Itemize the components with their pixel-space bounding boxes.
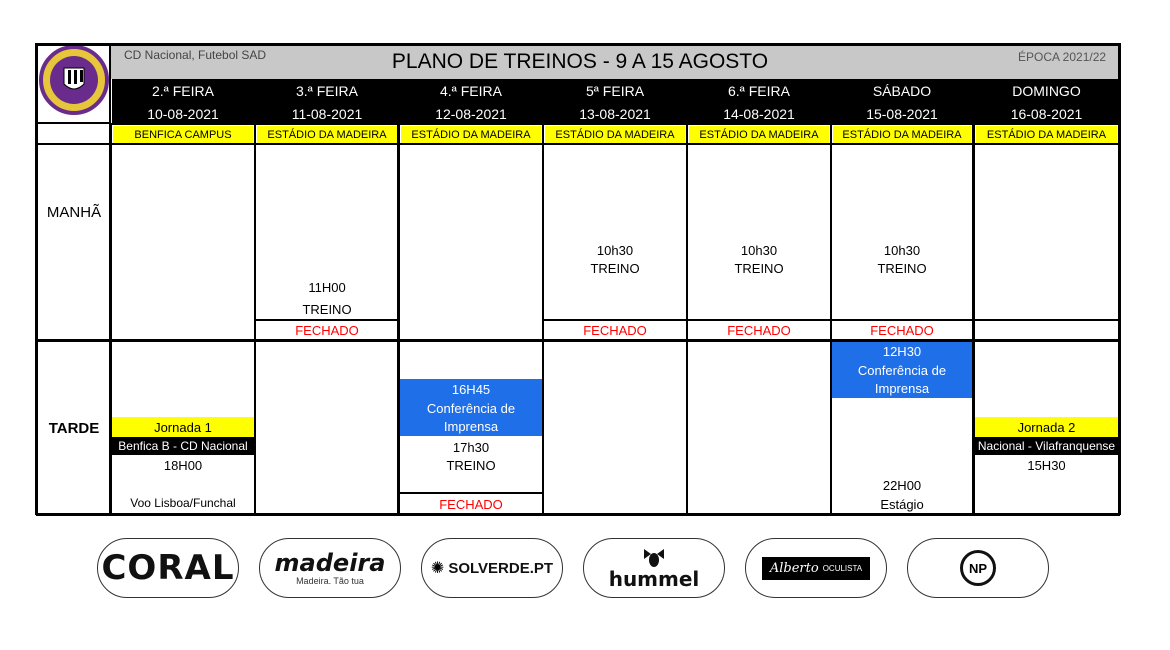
day-venue-1: ESTÁDIO DA MADEIRA	[257, 126, 397, 143]
morning-thu-activity: TREINO	[590, 260, 640, 276]
day-date-4: 14-08-2021	[723, 106, 795, 122]
day-name-5: SÁBADO	[872, 83, 932, 99]
day-venue-2: ESTÁDIO DA MADEIRA	[401, 126, 541, 143]
status-line-morning-3	[975, 319, 1119, 321]
sponsor-alberto	[745, 538, 887, 598]
day-date-6: 16-08-2021	[1010, 106, 1083, 122]
sponsor-solverde-text: SOLVERDE.PT	[448, 559, 554, 577]
sponsor-np	[907, 538, 1049, 598]
day-name-6: DOMINGO	[1012, 83, 1081, 99]
morning-thu-time: 10h30	[596, 242, 634, 258]
sponsor-madeira	[259, 538, 401, 598]
sponsor-coral-text: CORAL	[101, 548, 235, 588]
afternoon-wed-press-line2: Imprensa	[443, 419, 499, 434]
club-name: CD Nacional, Futebol SAD	[124, 48, 267, 62]
afternoon-sat-press-time: 12H30	[882, 344, 922, 359]
day-venue-6: ESTÁDIO DA MADEIRA	[976, 126, 1117, 143]
sponsor-madeira-text: madeira	[274, 549, 386, 577]
day-venue-5: ESTÁDIO DA MADEIRA	[833, 126, 971, 143]
morning-fri-status: FECHADO	[727, 322, 791, 338]
afternoon-sat-press-line1: Conferência de	[857, 363, 947, 378]
morning-tue-activity: TREINO	[302, 301, 352, 317]
grid-top	[36, 43, 1120, 46]
morning-fri-activity: TREINO	[734, 260, 784, 276]
period-morning-label: MANHÃ	[46, 203, 102, 221]
day-name-4: 6.ª FEIRA	[728, 83, 790, 99]
afternoon-mon-match: Benfica B - CD Nacional	[112, 437, 254, 455]
morning-sat-time: 10h30	[883, 242, 921, 258]
sponsor-hummel	[583, 538, 725, 598]
morning-tue-status: FECHADO	[295, 322, 359, 338]
afternoon-mon-time: 18H00	[163, 457, 203, 473]
afternoon-sun-round: Jornada 2	[975, 417, 1118, 437]
day-venue-3: ESTÁDIO DA MADEIRA	[545, 126, 685, 143]
morning-fri-time: 10h30	[740, 242, 778, 258]
day-venue-4: ESTÁDIO DA MADEIRA	[689, 126, 829, 143]
afternoon-sat-time: 22H00	[882, 477, 922, 493]
sponsor-hummel-text: hummel	[608, 567, 700, 591]
afternoon-sun-time: 15H30	[1027, 457, 1066, 473]
afternoon-sun-match: Nacional - Vilafranquense	[975, 437, 1118, 455]
morning-sat-status: FECHADO	[870, 322, 934, 338]
day-date-1: 11-08-2021	[291, 106, 363, 122]
sponsor-solverde	[421, 538, 563, 598]
sponsor-np-text: NP	[968, 560, 988, 576]
afternoon-mon-travel: Voo Lisboa/Funchal	[130, 496, 236, 510]
club-logo-badge	[38, 44, 110, 116]
page-title: PLANO DE TREINOS - 9 A 15 AGOSTO	[391, 50, 769, 73]
solverde-icon: ✺	[430, 560, 445, 577]
day-name-0: 2.ª FEIRA	[152, 83, 214, 99]
day-name-1: 3.ª FEIRA	[296, 83, 358, 99]
np-circle-icon	[960, 550, 996, 586]
day-date-0: 10-08-2021	[147, 106, 219, 122]
afternoon-wed-time: 17h30	[452, 439, 490, 455]
grid-right	[1118, 43, 1121, 515]
afternoon-mon-round: Jornada 1	[112, 417, 254, 437]
morning-tue-time: 11H00	[308, 279, 346, 295]
sponsor-madeira-tag: Madeira. Tão tua	[296, 576, 364, 586]
day-venue-0: BENFICA CAMPUS	[113, 126, 253, 143]
period-afternoon-label: TARDE	[48, 419, 100, 437]
hummel-bee-icon	[641, 546, 667, 568]
grid-venue-bottom	[36, 143, 1120, 145]
afternoon-sat-activity: Estágio	[880, 496, 924, 512]
sponsor-alberto-box	[762, 557, 870, 580]
morning-thu-status: FECHADO	[583, 322, 647, 338]
day-date-5: 15-08-2021	[866, 106, 938, 122]
day-name-3: 5ª FEIRA	[585, 83, 645, 99]
day-date-2: 12-08-2021	[435, 106, 507, 122]
grid-left	[35, 43, 38, 515]
sponsor-coral	[97, 538, 239, 598]
day-date-3: 13-08-2021	[579, 106, 651, 122]
day-name-2: 4.ª FEIRA	[440, 83, 502, 99]
grid-bottom	[36, 513, 1120, 516]
status-line-afternoon	[400, 492, 542, 494]
season-label: ÉPOCA 2021/22	[1018, 50, 1107, 64]
morning-sat-activity: TREINO	[877, 260, 927, 276]
afternoon-wed-press-time: 16H45	[451, 382, 491, 397]
sponsor-alberto-text: Alberto	[769, 560, 819, 576]
sponsor-alberto-tag: OCULISTA	[822, 563, 863, 573]
afternoon-wed-activity: TREINO	[446, 457, 496, 473]
afternoon-wed-press-line1: Conferência de	[426, 401, 516, 416]
afternoon-wed-status: FECHADO	[439, 496, 503, 512]
afternoon-sat-press-line2: Imprensa	[874, 381, 930, 396]
